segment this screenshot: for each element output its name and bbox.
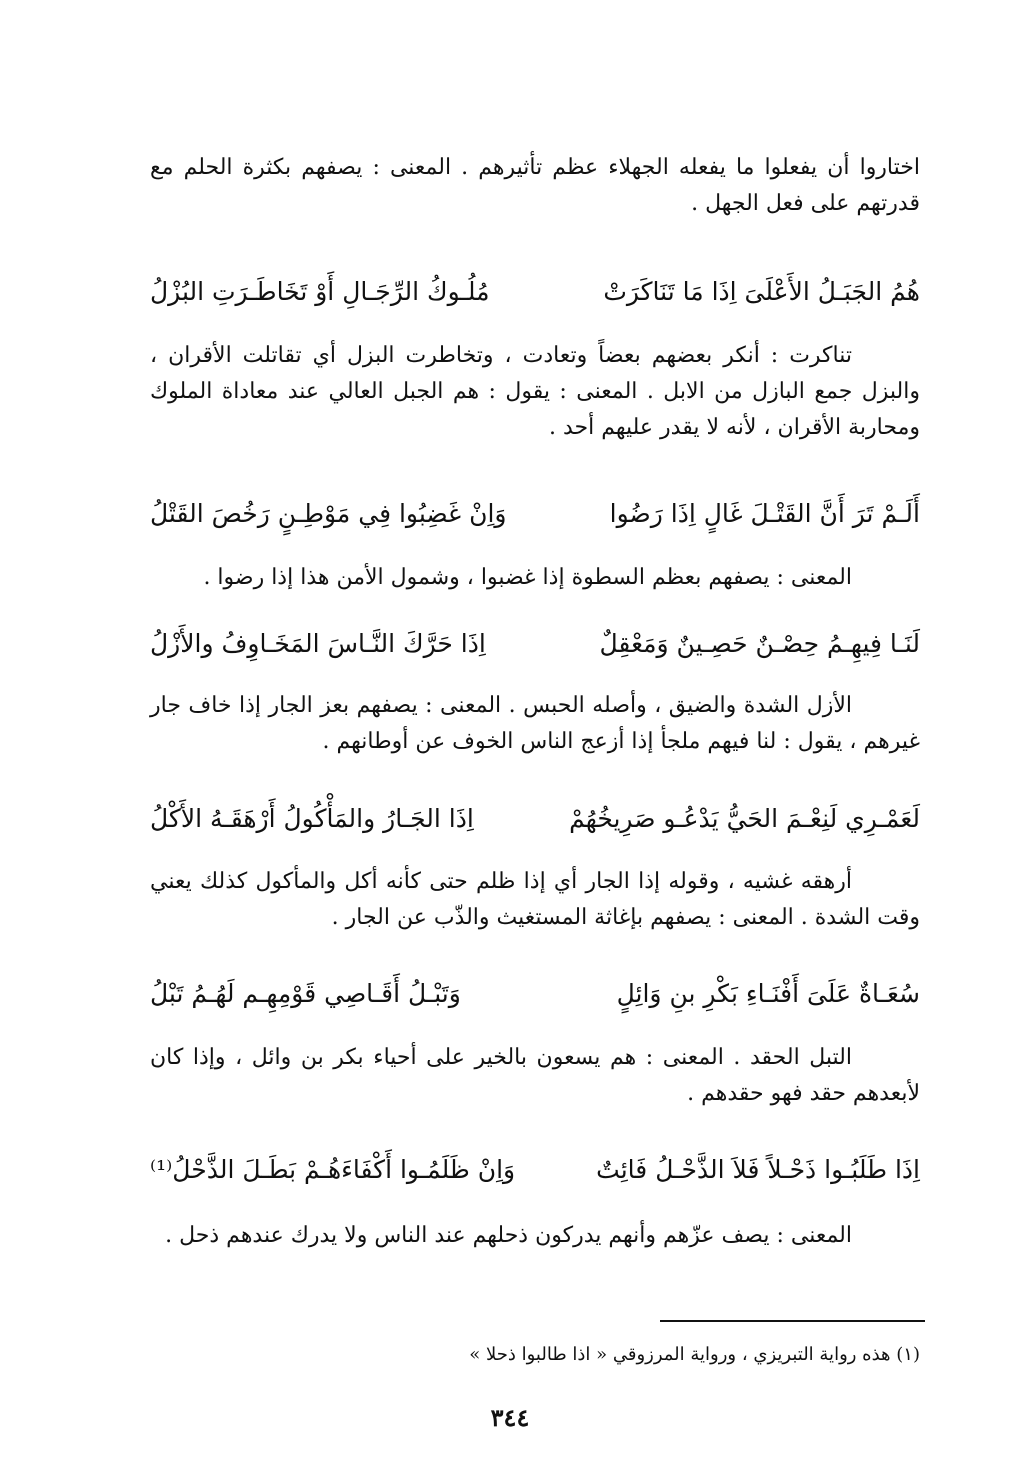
paragraph-text: تناكرت : أنكر بعضهم بعضاً وتعادت ، وتخاطرت البزل أي تقاتلت الأقران ، والبزل جمع البازل من الابل . المعنى : يقول : هم الجبل العالي عند معاداة الملوك ومحاربة الأقران ، لأنه لا يقدر عليهم أحد . bbox=[150, 343, 920, 440]
paragraph bbox=[150, 150, 920, 222]
verse-first-hemistich: سُعَـاةٌ عَلَىَ أَفْنَـاءِ بَكْرِ بنِ وَائِلٍ bbox=[616, 979, 920, 1008]
verse-line bbox=[150, 268, 920, 316]
paragraph-text: أرهقه غشيه ، وقوله إذا الجار أي إذا ظلم حتى كأنه أكل والمأكول كذلك يعني وقت الشدة . المعنى : يصفهم بإغاثة المستغيث والذّب عن الجار . bbox=[150, 869, 920, 930]
verse-line bbox=[150, 620, 920, 668]
verse-first-hemistich: لَنَـا فِيهِـمُ حِصْـنٌ حَصِـينٌ وَمَعْقِلٌ bbox=[599, 629, 920, 658]
verse-line bbox=[150, 970, 920, 1018]
verse-second-hemistich: اِذَا الجَـارُ والمَأْكُولُ أَرْهَقَـهُ الأَكْلُ bbox=[150, 804, 474, 833]
verse-line bbox=[150, 795, 920, 843]
verse-first-hemistich: لَعَمْـرِي لَنِعْـمَ الحَيُّ يَدْعُـو صَرِيخُهُمْ bbox=[569, 804, 920, 833]
verse-first-hemistich: هُمُ الجَبَـلُ الأَعْلَىَ اِذَا مَا تَنَاكَرَتْ bbox=[603, 277, 920, 306]
paragraph bbox=[150, 560, 920, 596]
verse-first-hemistich: أَلَـمْ تَرَ أَنَّ القَتْـلَ غَالٍ اِذَا رَضُوا bbox=[609, 499, 920, 528]
paragraph bbox=[150, 338, 920, 446]
paragraph bbox=[150, 1040, 920, 1112]
verse-second-hemistich: وَاِنْ غَضِبُوا فِي مَوْطِـنٍ رَخُصَ القَتْلُ bbox=[150, 499, 507, 528]
verse-second-hemistich: اِذَا حَرَّكَ النَّـاسَ المَخَـاوِفُ والأَزْلُ bbox=[150, 629, 486, 658]
page-number: ٣٤٤ bbox=[490, 1403, 530, 1432]
paragraph bbox=[150, 1218, 920, 1254]
verse-second-hemistich: وَاِنْ ظَلَمُـوا أَكْفَاءَهُـمْ بَطَـلَ الذَّحْلُ⁽¹⁾ bbox=[150, 1155, 516, 1184]
verse-line bbox=[150, 1146, 920, 1194]
paragraph-text: المعنى : يصفهم بعظم السطوة إذا غضبوا ، وشمول الأمن هذا إذا رضوا . bbox=[203, 565, 852, 590]
paragraph-text: المعنى : يصف عزّهم وأنهم يدركون ذحلهم عند الناس ولا يدرك عندهم ذحل . bbox=[165, 1223, 852, 1248]
verse-second-hemistich: وَتَبْـلُ أَقَـاصِي قَوْمِهِـم لَهُـمُ تَبْلُ bbox=[150, 979, 461, 1008]
paragraph-text: الأزل الشدة والضيق ، وأصله الحبس . المعنى : يصفهم بعز الجار إذا خاف جار غيرهم ، يقول : لنا فيهم ملجأ إذا أزعج الناس الخوف عن أوطانهم . bbox=[150, 693, 920, 754]
verse-line bbox=[150, 490, 920, 538]
footnote-divider bbox=[660, 1320, 925, 1322]
paragraph bbox=[150, 688, 920, 760]
paragraph-text: اختاروا أن يفعلوا ما يفعله الجهلاء عظم تأثيرهم . المعنى : يصفهم بكثرة الحلم مع قدرتهم على فعل الجهل . bbox=[150, 155, 920, 216]
verse-second-hemistich: مُلُـوكُ الرِّجَـالِ أَوْ تَخَاطَـرَتِ البُزْلُ bbox=[150, 277, 490, 306]
paragraph-text: التبل الحقد . المعنى : هم يسعون بالخير على أحياء بكر بن وائل ، وإذا كان لأبعدهم حقد فهو حقدهم . bbox=[150, 1045, 920, 1106]
footnote: (١) هذه رواية التبريزي ، ورواية المرزوقي « اذا طالبوا ذحلا » bbox=[469, 1344, 920, 1365]
paragraph bbox=[150, 864, 920, 936]
verse-first-hemistich: اِذَا طَلَبُـوا ذَحْـلاً فَلاَ الذَّحْـلُ فَائِتٌ bbox=[596, 1155, 920, 1184]
